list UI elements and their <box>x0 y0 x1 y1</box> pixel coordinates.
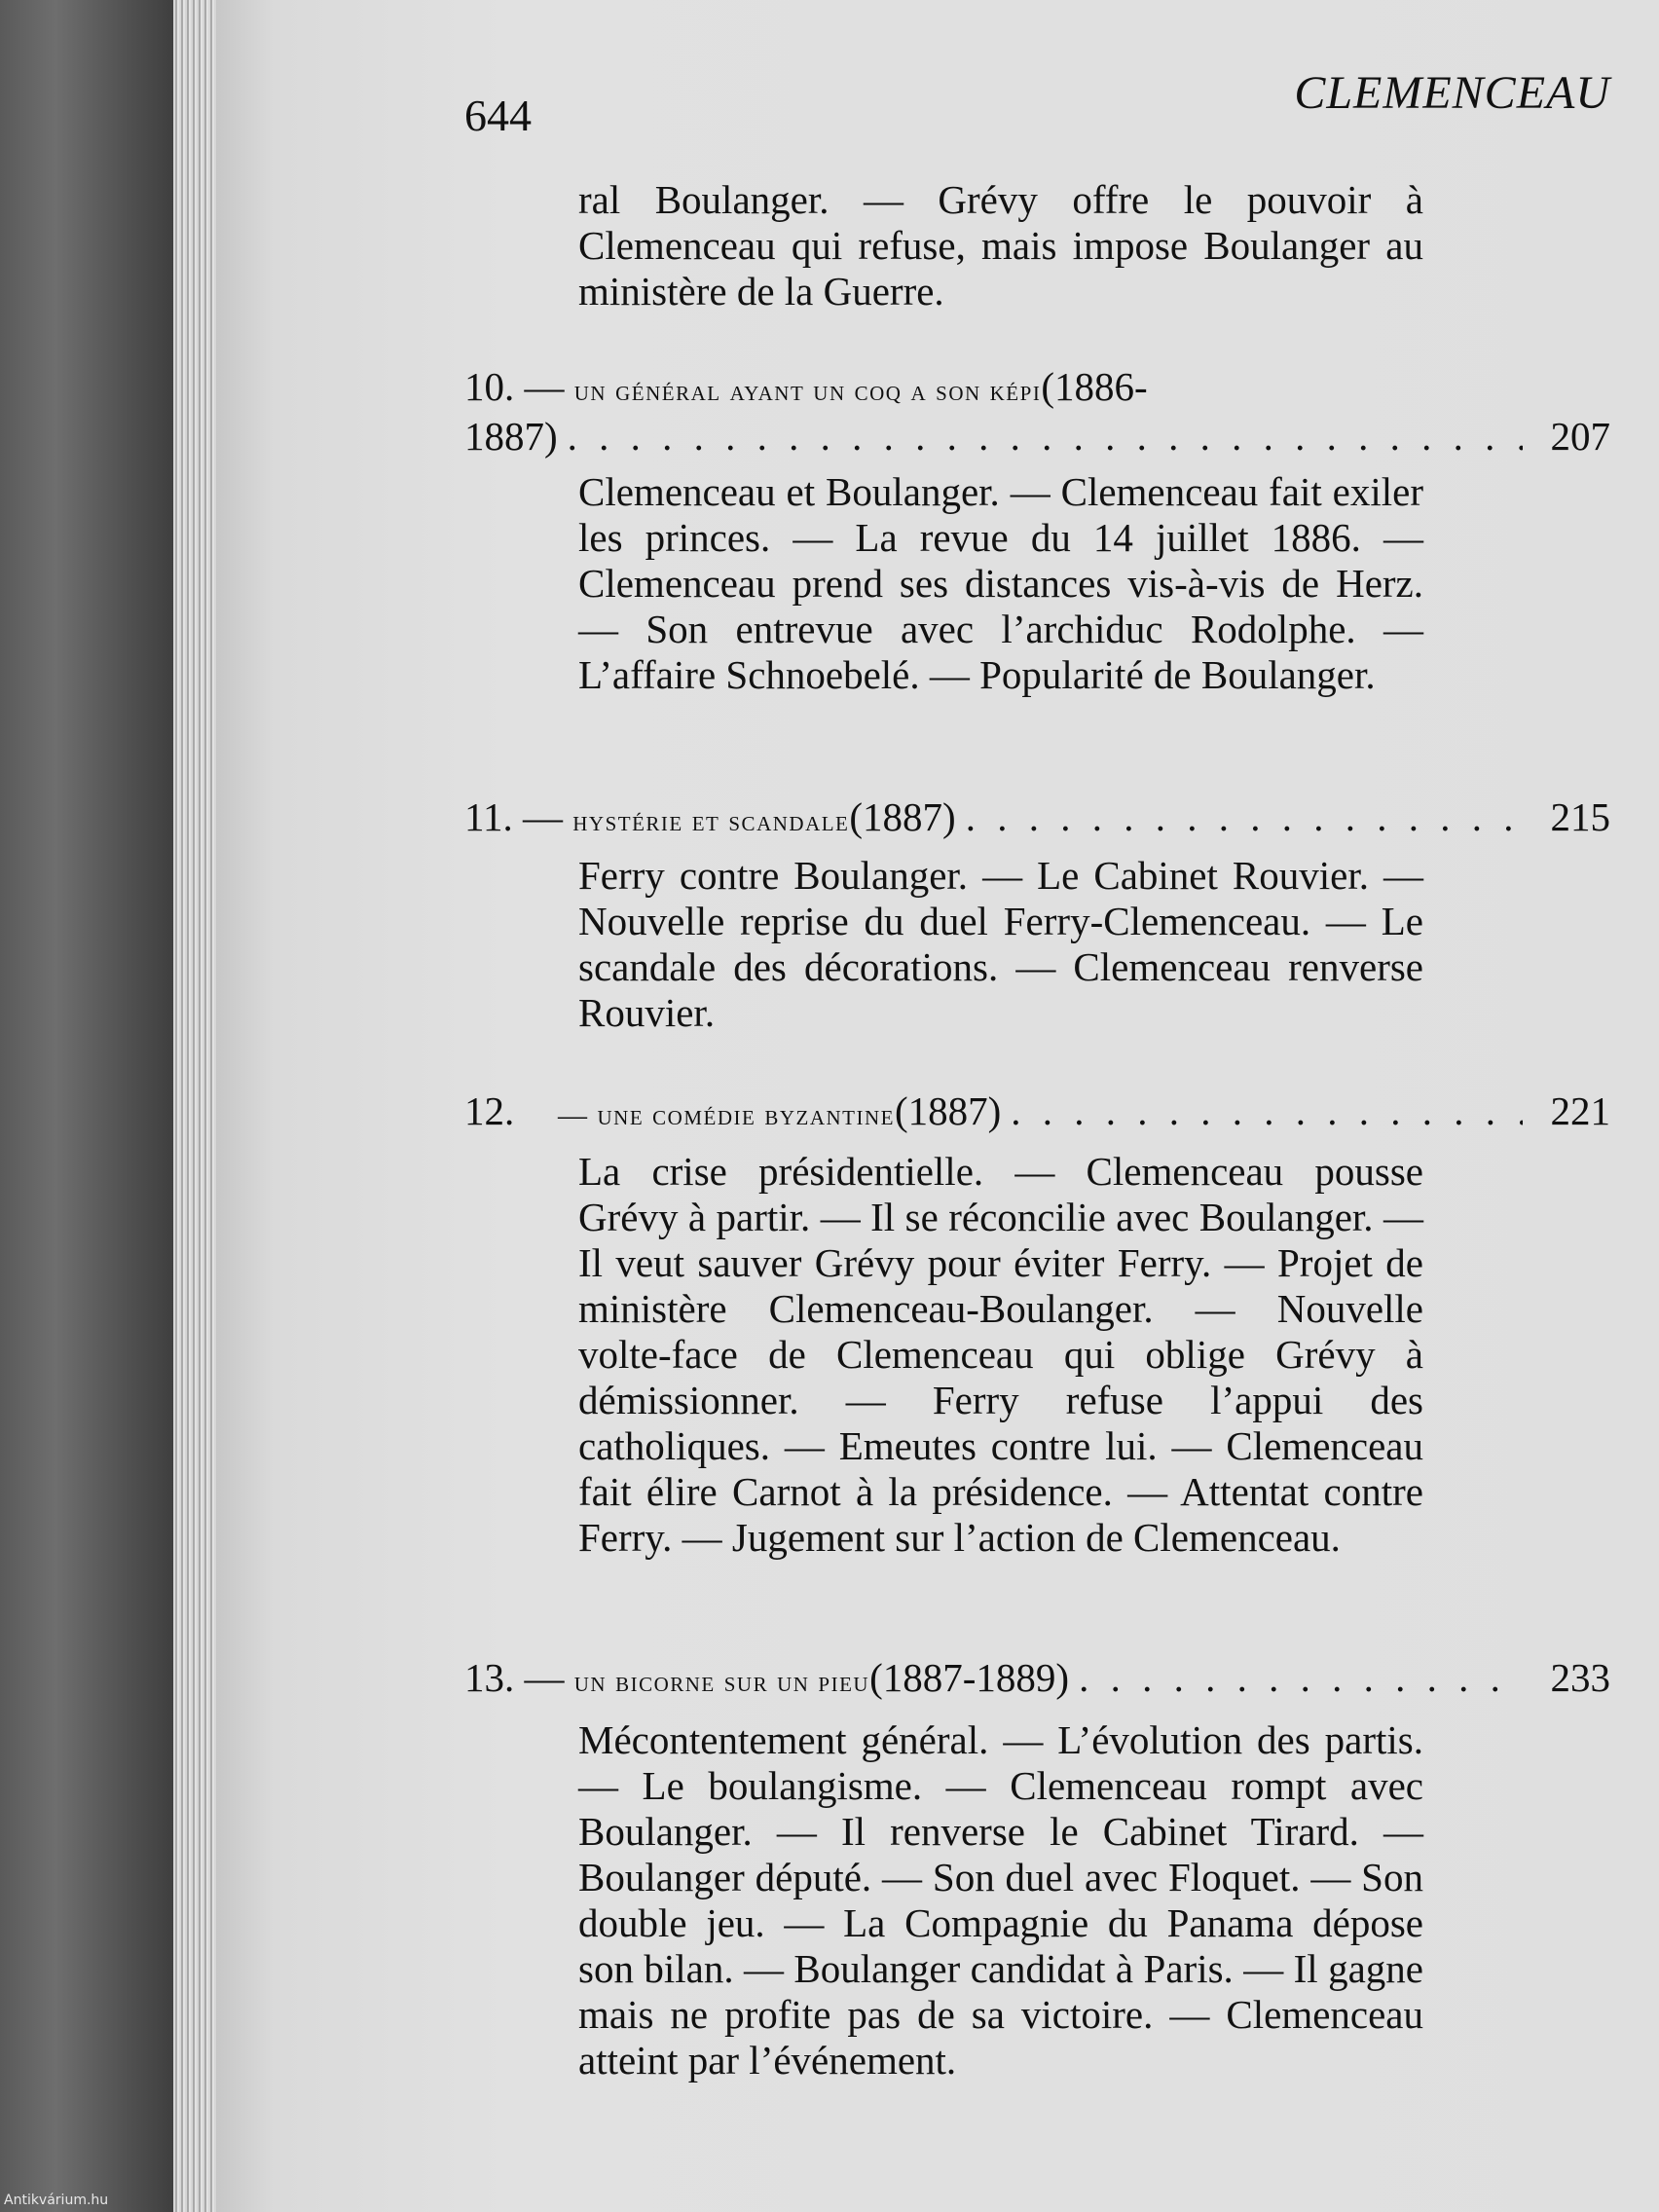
intro-paragraph: ral Boulanger. — Grévy offre le pouvoir à Clemenceau qui refuse, mais impose Boulanger au ministère de la Guerre. <box>578 177 1423 313</box>
book-spine-shadow <box>0 0 185 2212</box>
chapter-page: 215 <box>1550 794 1610 839</box>
chapter-10-summary: Clemenceau et Boulanger. — Clemenceau fait exiler les princes. — La revue du 14 juillet 1886. — Clemenceau prend ses distances vis-à-vis de Herz. — Son entrevue avec l’archiduc Rodolphe. — L’affaire Schnoebelé. — Popularité de Boulanger. <box>578 469 1423 697</box>
chapter-date: (1887) <box>894 1088 1002 1133</box>
chapter-title: hystérie et scandale <box>572 805 850 837</box>
chapter-10-heading <box>464 364 1610 460</box>
page-number: 644 <box>464 91 532 140</box>
chapter-title: — une comédie byzantine <box>558 1099 895 1131</box>
chapter-date: (1886- <box>1041 364 1148 409</box>
chapter-11-summary: Ferry contre Boulanger. — Le Cabinet Rouvier. — Nouvelle reprise du duel Ferry-Clemenceau. — Le scandale des décorations. — Clemenceau renverse Rouvier. <box>578 853 1423 1035</box>
leader-dots <box>1011 1088 1523 1134</box>
page-edges <box>173 0 222 2212</box>
leader-dots <box>966 794 1523 840</box>
chapter-13-heading <box>464 1655 1610 1705</box>
chapter-page: 221 <box>1550 1088 1610 1133</box>
chapter-date: (1887-1889) <box>869 1655 1070 1700</box>
chapter-12-heading <box>464 1088 1610 1138</box>
chapter-title: un général ayant un coq a son képi <box>573 375 1042 407</box>
running-title: CLEMENCEAU <box>1294 67 1610 119</box>
watermark-text: Antikvárium.hu <box>4 2193 109 2208</box>
chapter-page: 233 <box>1550 1655 1610 1700</box>
chapter-13-summary: Mécontentement général. — L’évolution des partis. — Le boulangisme. — Clemenceau rompt avec Boulanger. — Il renverse le Cabinet Tirard. — Boulanger député. — Son duel avec Floquet. — Son double jeu. — La Compagnie du Panama dépose son bilan. — Boulanger candidat à Paris. — Il gagne mais ne profite pas de sa victoire. — Clemenceau atteint par l’événement. <box>578 1717 1423 2083</box>
chapter-number: 11. — <box>464 794 563 839</box>
book-page <box>216 0 1659 2212</box>
chapter-12-summary: La crise présidentielle. — Clemenceau pousse Grévy à partir. — Il se réconcilie avec Boulanger. — Il veut sauver Grévy pour éviter Ferry. — Projet de ministère Clemenceau-Boulanger. — Nouvelle volte-face de Clemenceau qui oblige Grévy à démissionner. — Ferry refuse l’appui des catholiques. — Emeutes contre lui. — Clemenceau fait élire Carnot à la présidence. — Attentat contre Ferry. — Jugement sur l’action de Clemenceau. <box>578 1149 1423 1560</box>
chapter-11-heading <box>464 794 1610 844</box>
chapter-number: 13. — <box>464 1655 565 1700</box>
leader-dots <box>568 414 1523 460</box>
chapter-page: 207 <box>1550 414 1610 459</box>
chapter-title: un bicorne sur un pieu <box>573 1666 870 1698</box>
chapter-number: 10. — <box>464 364 565 409</box>
chapter-number: 12. <box>464 1088 515 1133</box>
chapter-date: (1887) <box>849 794 956 839</box>
chapter-date-cont: 1887) <box>464 414 558 459</box>
leader-dots <box>1079 1655 1523 1701</box>
